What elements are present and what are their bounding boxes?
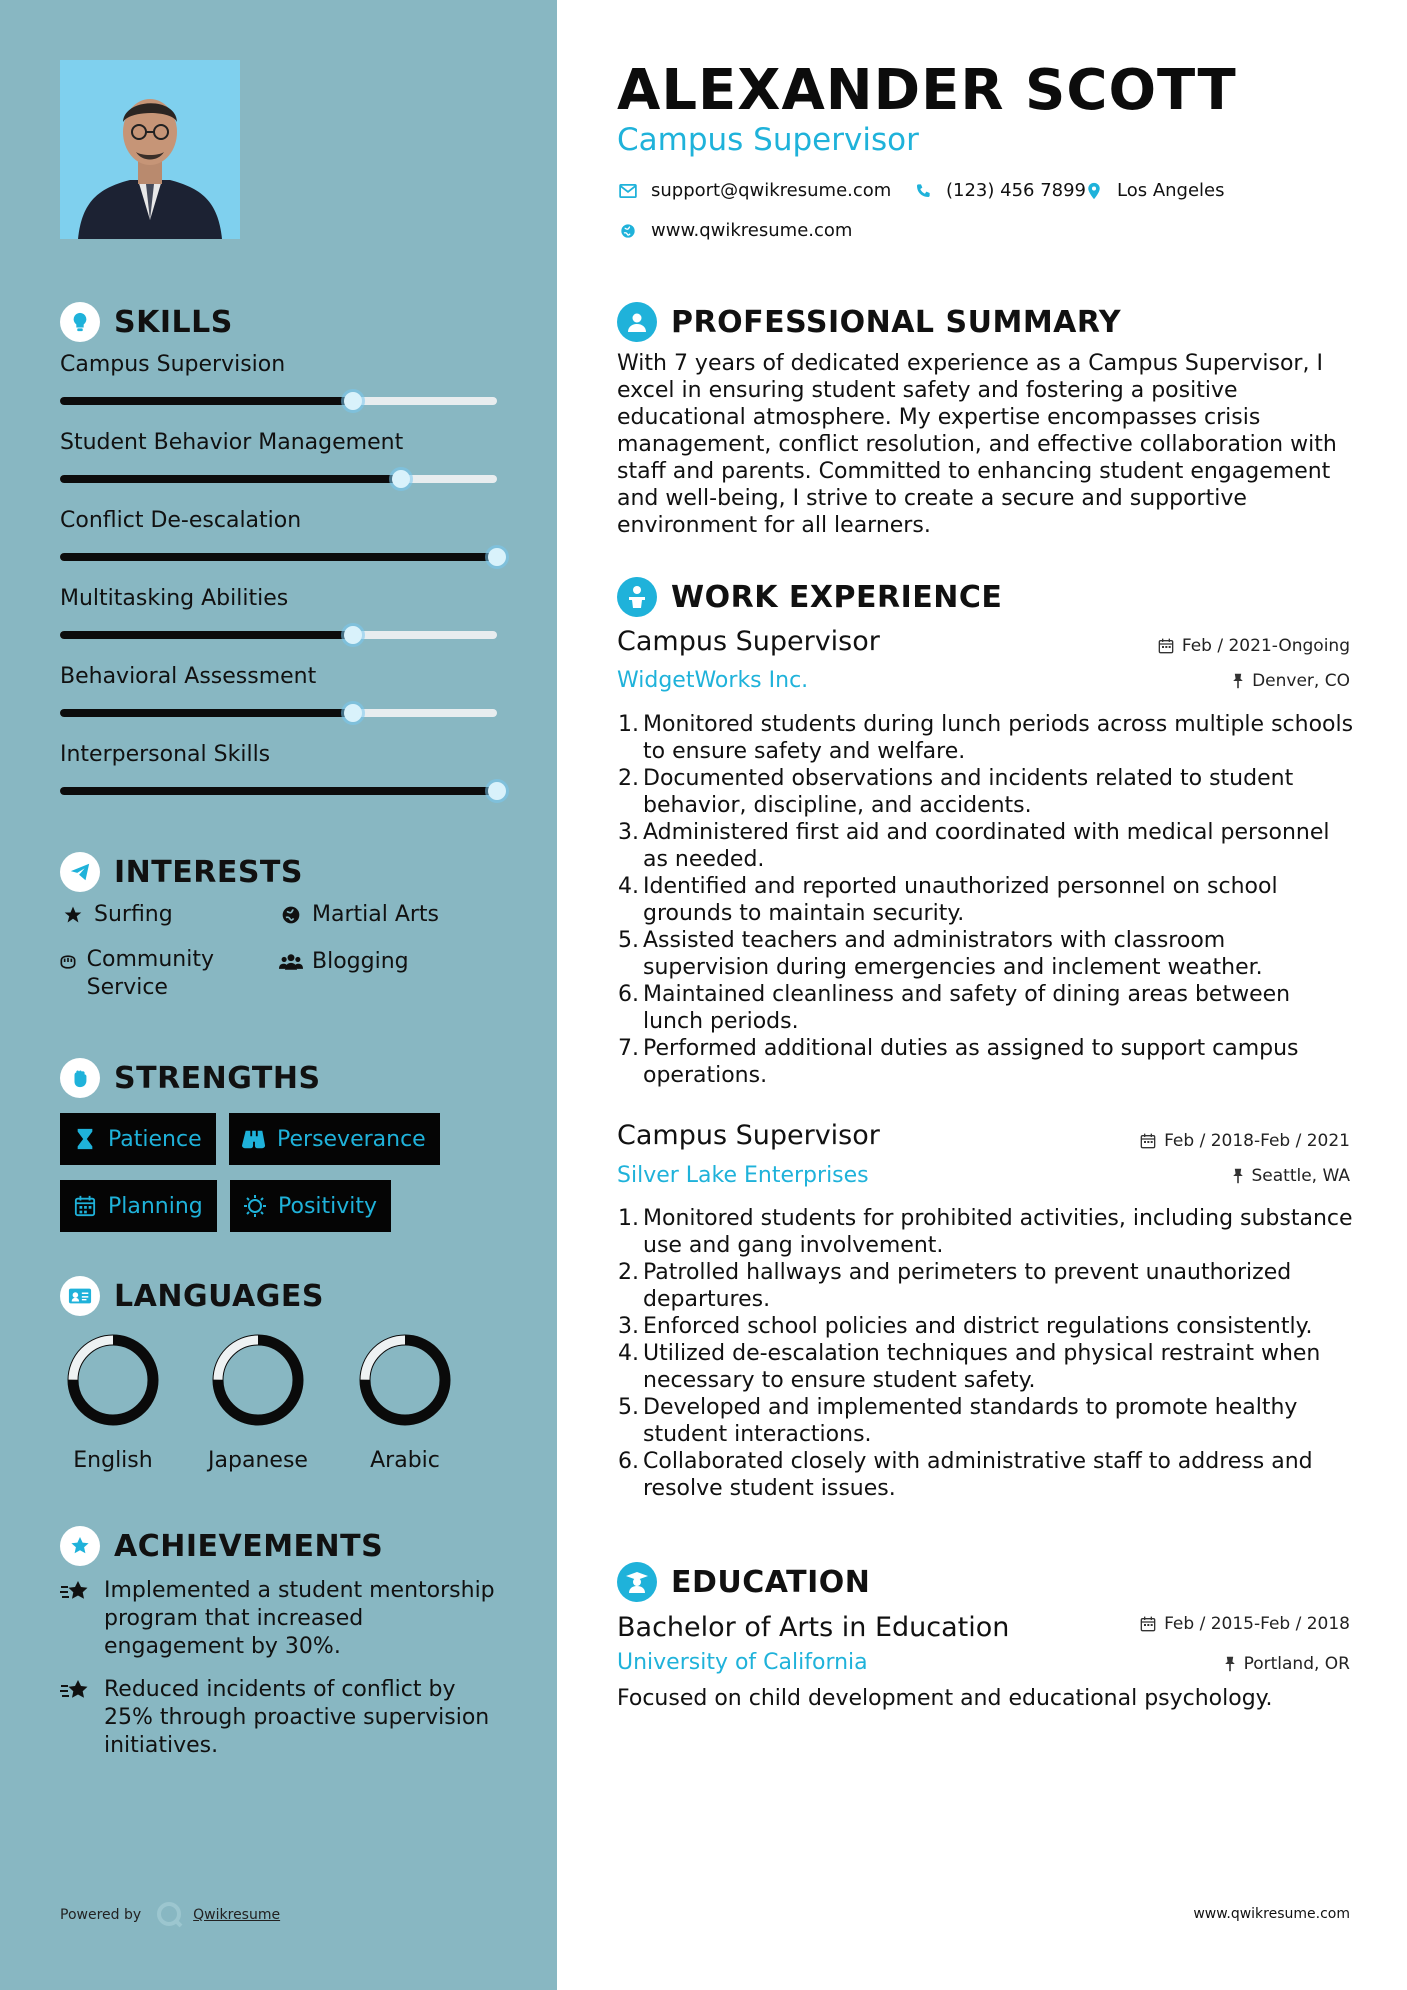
interest-item bbox=[278, 902, 439, 927]
skill-bar bbox=[60, 709, 497, 717]
globe-icon bbox=[617, 223, 639, 239]
language-name: Arabic bbox=[370, 1448, 440, 1473]
skill-bar-knob bbox=[488, 782, 506, 800]
language-name: English bbox=[73, 1448, 153, 1473]
strength-badge bbox=[60, 1180, 217, 1232]
skill-name: Multitasking Abilities bbox=[60, 586, 289, 611]
job-dates bbox=[1140, 1131, 1350, 1151]
job-duties bbox=[617, 711, 1357, 1089]
graduate-icon bbox=[617, 1562, 657, 1602]
duty-item: 2. Documented observations and incidents related to student behavior, discipline, and accidents. bbox=[617, 765, 1357, 819]
summary-title: PROFESSIONAL SUMMARY bbox=[671, 304, 1122, 340]
sidebar bbox=[0, 0, 557, 1990]
job-location bbox=[1232, 671, 1350, 691]
interest-label: Martial Arts bbox=[312, 902, 440, 927]
language-name: Japanese bbox=[208, 1448, 308, 1473]
calendar-icon bbox=[72, 1193, 98, 1219]
language-ring bbox=[63, 1330, 163, 1430]
website-text[interactable]: www.qwikresume.com bbox=[651, 220, 853, 241]
job-company: Silver Lake Enterprises bbox=[617, 1163, 869, 1188]
pushpin-icon bbox=[1224, 1656, 1236, 1672]
phone-text: (123) 456 7899 bbox=[946, 180, 1087, 201]
education-location bbox=[1224, 1654, 1350, 1674]
skill-name: Interpersonal Skills bbox=[60, 742, 271, 767]
language-ring bbox=[355, 1330, 455, 1430]
calendar-icon bbox=[1140, 1616, 1156, 1632]
interest-label: Surfing bbox=[94, 902, 173, 927]
users-icon bbox=[278, 949, 304, 972]
degree-title: Bachelor of Arts in Education bbox=[617, 1612, 1010, 1643]
achievement-text: Implemented a student mentorship program that increased engagement by 30%. bbox=[104, 1578, 495, 1659]
education-location-text: Portland, OR bbox=[1243, 1654, 1350, 1674]
education-dates bbox=[1140, 1614, 1350, 1634]
skills-header bbox=[60, 302, 233, 342]
job-location-text: Denver, CO bbox=[1252, 671, 1350, 691]
skill-bar bbox=[60, 631, 497, 639]
profile-photo bbox=[60, 60, 240, 239]
main-content bbox=[557, 0, 1407, 1990]
skill-bar bbox=[60, 475, 497, 483]
skill-bar-knob bbox=[392, 470, 410, 488]
hourglass-icon bbox=[72, 1126, 98, 1152]
skill-name: Campus Supervision bbox=[60, 352, 286, 377]
languages-title: LANGUAGES bbox=[114, 1278, 324, 1314]
calendar-icon bbox=[1140, 1133, 1156, 1149]
contact-website bbox=[617, 220, 852, 241]
duty-text: Utilized de-escalation techniques and physical restraint when necessary to ensure student safety. bbox=[643, 1341, 1321, 1393]
paper-plane-icon bbox=[60, 852, 100, 892]
skill-bar-fill bbox=[60, 709, 353, 717]
summary-header bbox=[617, 302, 1121, 342]
envelope-icon bbox=[617, 184, 639, 198]
interests-title: INTERESTS bbox=[114, 854, 303, 890]
skills-title: SKILLS bbox=[114, 304, 233, 340]
location-text: Los Angeles bbox=[1117, 180, 1225, 201]
skill-item bbox=[60, 508, 497, 561]
job-company: WidgetWorks Inc. bbox=[617, 668, 809, 693]
duty-text: Identified and reported unauthorized personnel on school grounds to maintain security. bbox=[643, 874, 1278, 926]
interest-label: Blogging bbox=[312, 949, 409, 974]
interest-item bbox=[278, 949, 409, 974]
strength-badge bbox=[60, 1113, 216, 1165]
education-header bbox=[617, 1562, 870, 1602]
job-title: Campus Supervisor bbox=[617, 626, 880, 657]
strengths-title: STRENGTHS bbox=[114, 1060, 321, 1096]
interest-label: Community Service bbox=[86, 947, 214, 1000]
skill-item bbox=[60, 430, 497, 483]
achievement-text: Reduced incidents of conflict by 25% through proactive supervision initiatives. bbox=[104, 1677, 490, 1758]
footer-url[interactable]: www.qwikresume.com bbox=[1193, 1906, 1350, 1922]
job-dates bbox=[1158, 636, 1350, 656]
skill-bar-fill bbox=[60, 475, 401, 483]
experience-header bbox=[617, 577, 1002, 617]
duty-text: Monitored students during lunch periods across multiple schools to ensure safety and welfare. bbox=[643, 712, 1354, 764]
skill-bar-fill bbox=[60, 553, 497, 561]
binoculars-icon bbox=[241, 1126, 267, 1152]
skill-name: Student Behavior Management bbox=[60, 430, 404, 455]
globe-icon bbox=[278, 902, 304, 925]
duty-item: 5. Developed and implemented standards to promote healthy student interactions. bbox=[617, 1394, 1357, 1448]
skill-name: Conflict De-escalation bbox=[60, 508, 302, 533]
languages-header bbox=[60, 1276, 324, 1316]
skill-bar-fill bbox=[60, 631, 353, 639]
sun-icon bbox=[242, 1193, 268, 1219]
fist-icon bbox=[60, 1058, 100, 1098]
skill-bar bbox=[60, 787, 497, 795]
strength-label: Positivity bbox=[278, 1193, 378, 1219]
star-icon bbox=[60, 902, 86, 925]
job-location-text: Seattle, WA bbox=[1251, 1166, 1350, 1186]
language-ring bbox=[208, 1330, 308, 1430]
powered-by bbox=[60, 1900, 280, 1930]
duty-item: 7. Performed additional duties as assigned to support campus operations. bbox=[617, 1035, 1357, 1089]
duty-text: Monitored students for prohibited activities, including substance use and gang involvement. bbox=[643, 1206, 1353, 1258]
skill-bar-knob bbox=[344, 704, 362, 722]
skill-bar bbox=[60, 397, 497, 405]
language-item bbox=[188, 1330, 328, 1473]
duty-item: 4. Utilized de-escalation techniques and physical restraint when necessary to ensure student safety. bbox=[617, 1340, 1357, 1394]
duty-item: 1. Monitored students for prohibited activities, including substance use and gang involvement. bbox=[617, 1205, 1357, 1259]
education-dates-text: Feb / 2015-Feb / 2018 bbox=[1164, 1614, 1350, 1634]
duty-text: Developed and implemented standards to promote healthy student interactions. bbox=[643, 1395, 1298, 1447]
duty-text: Assisted teachers and administrators with classroom supervision during emergencies and inclement weather. bbox=[643, 928, 1263, 980]
shooting-star-icon bbox=[60, 1577, 92, 1609]
interest-item bbox=[58, 949, 258, 1002]
candidate-role: Campus Supervisor bbox=[617, 122, 919, 158]
contact-location bbox=[1083, 180, 1225, 201]
skill-bar-knob bbox=[344, 392, 362, 410]
job-dates-text: Feb / 2021-Ongoing bbox=[1181, 636, 1350, 656]
lightbulb-icon bbox=[60, 302, 100, 342]
id-card-icon bbox=[60, 1276, 100, 1316]
skill-item bbox=[60, 742, 497, 795]
school-name: University of California bbox=[617, 1650, 868, 1675]
strength-label: Planning bbox=[108, 1193, 203, 1219]
duty-text: Maintained cleanliness and safety of dining areas between lunch periods. bbox=[643, 982, 1291, 1034]
skill-bar-fill bbox=[60, 787, 497, 795]
interests-header bbox=[60, 852, 303, 892]
achievement-item bbox=[60, 1676, 500, 1760]
duty-text: Documented observations and incidents related to student behavior, discipline, and accidents. bbox=[643, 766, 1294, 818]
job-duties bbox=[617, 1205, 1357, 1502]
duty-item: 4. Identified and reported unauthorized personnel on school grounds to maintain security. bbox=[617, 873, 1357, 927]
powered-brand-link[interactable]: Qwikresume bbox=[193, 1907, 281, 1923]
skill-item bbox=[60, 664, 497, 717]
skill-item bbox=[60, 352, 497, 405]
duty-item: 6. Collaborated closely with administrative staff to address and resolve student issues. bbox=[617, 1448, 1357, 1502]
strength-label: Perseverance bbox=[277, 1126, 426, 1152]
duty-item: 3. Administered first aid and coordinated with medical personnel as needed. bbox=[617, 819, 1357, 873]
strengths-header bbox=[60, 1058, 321, 1098]
contact-email bbox=[617, 180, 891, 201]
duty-text: Performed additional duties as assigned to support campus operations. bbox=[643, 1036, 1299, 1088]
job-title: Campus Supervisor bbox=[617, 1120, 880, 1151]
user-icon bbox=[617, 302, 657, 342]
language-item bbox=[43, 1330, 183, 1473]
podium-icon bbox=[617, 577, 657, 617]
strength-badge bbox=[229, 1113, 440, 1165]
contact-phone bbox=[912, 180, 1086, 201]
skill-bar-knob bbox=[344, 626, 362, 644]
email-text[interactable]: support@qwikresume.com bbox=[651, 180, 892, 201]
duty-item: 1. Monitored students during lunch periods across multiple schools to ensure safety and welfare. bbox=[617, 711, 1357, 765]
skill-bar-knob bbox=[488, 548, 506, 566]
star-badge-icon bbox=[60, 1526, 100, 1566]
summary-text: With 7 years of dedicated experience as a Campus Supervisor, I excel in ensuring student safety and fostering a positive educational atmosphere. My expertise encompasses crisis management, conflict resolution, and effective collaboration with staff and parents. Committed to enhancing student engagement and well-being, I strive to create a secure and supportive environment for all learners. bbox=[617, 351, 1337, 538]
education-title: EDUCATION bbox=[671, 1564, 871, 1600]
phone-icon bbox=[912, 183, 934, 199]
achievements-title: ACHIEVEMENTS bbox=[114, 1528, 384, 1564]
skill-name: Behavioral Assessment bbox=[60, 664, 317, 689]
pushpin-icon bbox=[1232, 673, 1244, 689]
duty-text: Collaborated closely with administrative staff to address and resolve student issues. bbox=[643, 1449, 1313, 1501]
job-dates-text: Feb / 2018-Feb / 2021 bbox=[1164, 1131, 1350, 1151]
language-item bbox=[335, 1330, 475, 1473]
job-location bbox=[1232, 1166, 1351, 1186]
duty-text: Enforced school policies and district regulations consistently. bbox=[643, 1314, 1313, 1339]
skill-bar bbox=[60, 553, 497, 561]
skill-item bbox=[60, 586, 497, 639]
strength-label: Patience bbox=[108, 1126, 202, 1152]
skill-bar-fill bbox=[60, 397, 353, 405]
duty-item: 3. Enforced school policies and district regulations consistently. bbox=[618, 1314, 1313, 1339]
calendar-icon bbox=[1158, 638, 1174, 654]
achievement-item bbox=[60, 1577, 500, 1661]
interest-item bbox=[60, 902, 173, 927]
duty-item: 5. Assisted teachers and administrators with classroom supervision during emergencies and inclement weather. bbox=[617, 927, 1357, 981]
candidate-name: ALEXANDER SCOTT bbox=[617, 58, 1237, 123]
experience-title: WORK EXPERIENCE bbox=[671, 579, 1003, 615]
education-description: Focused on child development and educational psychology. bbox=[617, 1686, 1273, 1711]
powered-label: Powered by bbox=[60, 1907, 142, 1923]
duty-text: Administered first aid and coordinated with medical personnel as needed. bbox=[643, 820, 1330, 872]
map-pin-icon bbox=[1083, 182, 1105, 200]
achievements-header bbox=[60, 1526, 383, 1566]
pushpin-icon bbox=[1232, 1168, 1244, 1184]
qwikresume-logo-icon bbox=[155, 1900, 185, 1930]
duty-text: Patrolled hallways and perimeters to prevent unauthorized departures. bbox=[643, 1260, 1292, 1312]
strength-badge bbox=[230, 1180, 391, 1232]
duty-item: 6. Maintained cleanliness and safety of dining areas between lunch periods. bbox=[617, 981, 1357, 1035]
duty-item: 2. Patrolled hallways and perimeters to prevent unauthorized departures. bbox=[617, 1259, 1357, 1313]
hand-icon bbox=[58, 949, 79, 972]
shooting-star-icon bbox=[60, 1676, 92, 1708]
